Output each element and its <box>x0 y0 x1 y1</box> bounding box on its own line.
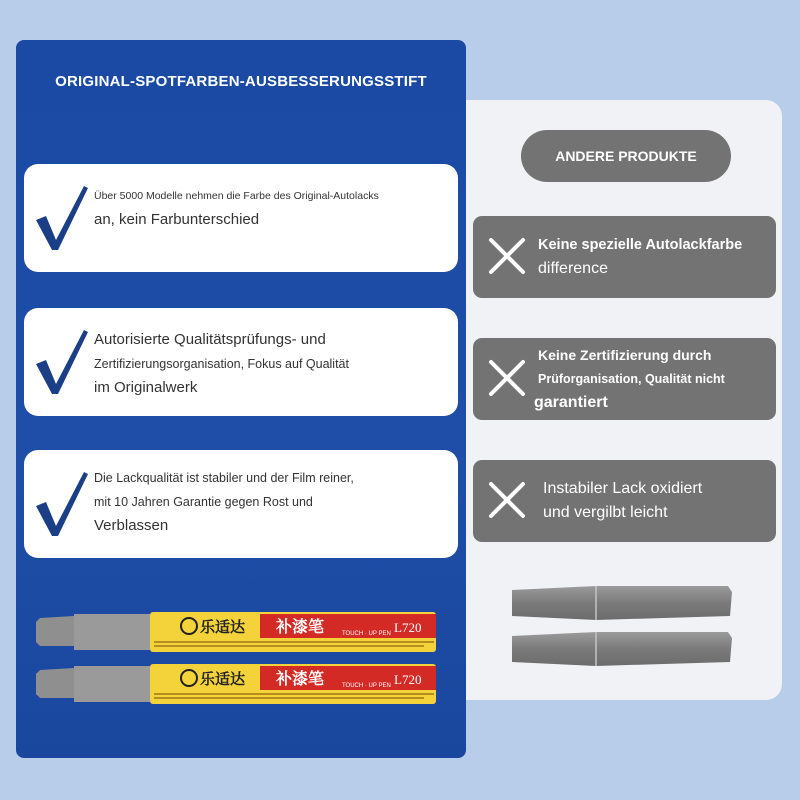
touch-up-pen <box>34 608 438 658</box>
pen-model: L720 <box>394 620 422 635</box>
drawback-card-color <box>473 216 776 298</box>
checkmark-icon <box>32 326 92 396</box>
pen-brand: 乐适达 <box>200 670 246 688</box>
drawback-text-line: und vergilbt leicht <box>543 504 668 521</box>
feature-text-line: Zertifizierungsorganisation, Fokus auf Qualität <box>94 357 349 371</box>
drawback-text-line: Keine spezielle Autolackfarbe <box>538 237 743 253</box>
other-products-panel <box>466 100 782 700</box>
feature-text-line: im Originalwerk <box>94 379 198 396</box>
pen-name: 补漆笔 <box>276 669 325 688</box>
pen-model: L720 <box>394 672 422 687</box>
drawback-card-certification <box>473 338 776 420</box>
feature-text-line: mit 10 Jahren Garantie gegen Rost und <box>94 495 313 509</box>
checkmark-icon <box>32 468 92 538</box>
pen-brand: 乐适达 <box>200 618 246 636</box>
cross-icon <box>487 236 527 276</box>
pen-subtitle: TOUCH · UP PEN <box>342 683 391 689</box>
generic-pen <box>508 584 734 622</box>
cross-icon <box>487 480 527 520</box>
feature-text-line: Autorisierte Qualitätsprüfungs- und <box>94 331 326 348</box>
other-products-badge: ANDERE PRODUKTE <box>521 130 731 182</box>
drawback-text-line: Prüforganisation, Qualität nicht <box>538 372 725 386</box>
generic-pen <box>508 630 734 668</box>
original-product-panel <box>16 40 466 758</box>
panel-title: ORIGINAL-SPOTFARBEN-AUSBESSERUNGSSTIFT <box>55 73 427 90</box>
feature-text-line: Die Lackqualität ist stabiler und der Film reiner, <box>94 471 354 485</box>
cross-icon <box>487 358 527 398</box>
drawback-text-line: Instabiler Lack oxidiert <box>543 480 703 497</box>
drawback-text-line: difference <box>538 260 608 277</box>
feature-text-line: Über 5000 Modelle nehmen die Farbe des Original-Autolacks <box>94 190 379 202</box>
touch-up-pen <box>34 660 438 710</box>
feature-card-color-match <box>24 164 458 272</box>
drawback-text-line: Keine Zertifizierung durch <box>538 347 712 363</box>
drawback-text-line: garantiert <box>534 394 608 411</box>
checkmark-icon <box>32 182 92 252</box>
pen-subtitle: TOUCH · UP PEN <box>342 631 391 637</box>
feature-text-line: Verblassen <box>94 517 169 534</box>
pen-name: 补漆笔 <box>276 617 325 636</box>
drawback-card-stability <box>473 460 776 542</box>
feature-card-quality <box>24 450 458 558</box>
feature-card-certification <box>24 308 458 416</box>
feature-text-line: an, kein Farbunterschied <box>94 211 260 228</box>
